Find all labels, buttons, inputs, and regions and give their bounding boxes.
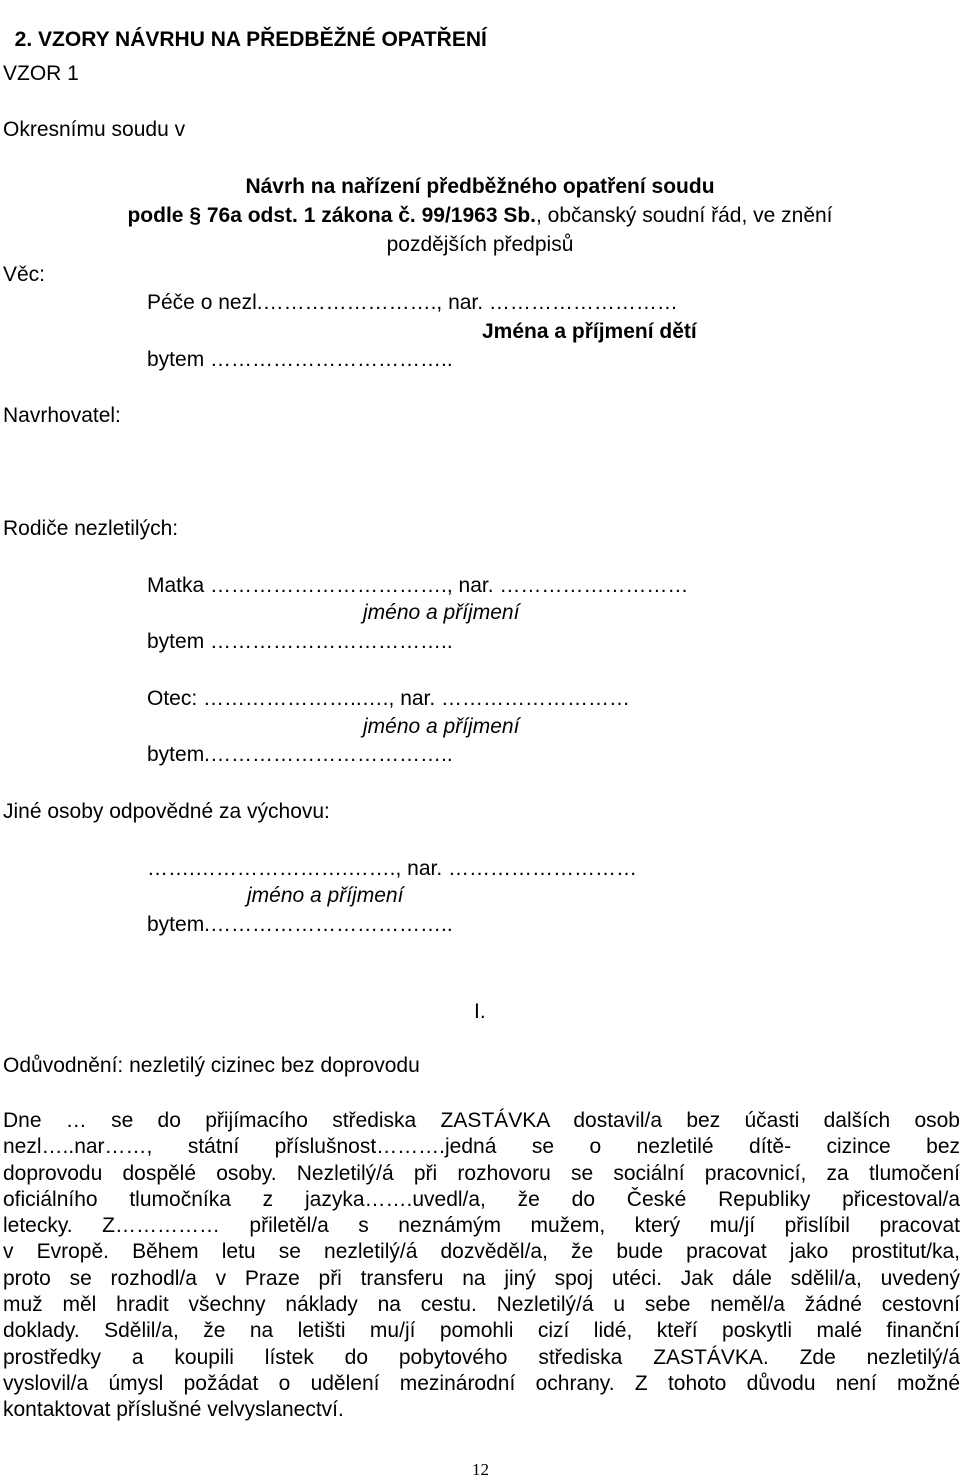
reasoning-line: prostředky a koupili lístek do pobytového střediska ZASTÁVKA. Zde nezletilý/á xyxy=(3,1345,960,1369)
vec-label: Věc: xyxy=(3,263,46,286)
mother-name-caption: jméno a příjmení xyxy=(363,601,520,624)
reasoning-paragraph xyxy=(3,1108,960,1424)
children-residence-line: bytem …………………………….. xyxy=(147,348,453,371)
father-residence-line: bytem.…………………………….. xyxy=(147,743,453,766)
reasoning-title: Odůvodnění: nezletilý cizinec bez doprovodu xyxy=(3,1054,420,1077)
section-number: I. xyxy=(474,1000,486,1023)
motion-title-line-1: Návrh na nařízení předběžného opatření soudu xyxy=(245,175,715,198)
motion-title-line-2 xyxy=(0,204,960,228)
motion-title-line-3: pozdějších předpisů xyxy=(386,233,574,256)
reasoning-line: kontaktovat příslušné velvyslanectví. xyxy=(3,1398,344,1422)
parents-label: Rodiče nezletilých: xyxy=(3,517,179,540)
care-of-minors-line: Péče o nezl.……………………., nar. ……………………… xyxy=(147,291,678,314)
reasoning-line: vyslovil/a úmysl požádat o udělení mezinárodní ochrany. Z tohoto důvodu není možné xyxy=(3,1371,960,1395)
reasoning-line: nezl…..nar……, státní příslušnost……….jedná se o nezletilé dítě- cizince bez xyxy=(3,1135,960,1159)
heading-text: 2. VZORY NÁVRHU NA PŘEDBĚŽNÉ OPATŘENÍ xyxy=(14,28,487,52)
other-guardians-label: Jiné osoby odpovědné za výchovu: xyxy=(3,800,330,823)
motion-title-code-name: , občanský soudní řád, ve znění xyxy=(536,204,833,227)
father-line: Otec: …………………..…., nar. ……………………… xyxy=(147,687,631,710)
sample-label: VZOR 1 xyxy=(3,62,79,85)
reasoning-line: oficiálního tlumočníka z jazyka…….uvedl/a, že do České Republiky přicestoval/a xyxy=(3,1187,960,1211)
reasoning-line: proto se rozhodl/a v Praze při transferu na jiný spoj utéci. Jak dále sdělil/a, uvedený xyxy=(3,1266,960,1290)
motion-title-legal-basis: podle § 76a odst. 1 zákona č. 99/1963 Sb. xyxy=(127,204,536,227)
mother-line: Matka ……………………………., nar. ……………………… xyxy=(147,574,689,597)
other-guardian-name-caption: jméno a příjmení xyxy=(247,884,404,907)
reasoning-line: doklady. Sdělil/a, že na letišti mu/jí pomohli cizí lidé, kteří poskytli malé finanční xyxy=(3,1319,960,1343)
reasoning-line: v Evropě. Během letu se nezletilý/á dozvěděl/a, že bude pracovat jako prostitut/ka, xyxy=(3,1240,960,1264)
mother-residence-line: bytem …………………………….. xyxy=(147,630,453,653)
navrhovatel-label: Navrhovatel: xyxy=(3,404,121,427)
father-name-caption: jméno a příjmení xyxy=(363,715,520,738)
other-guardian-residence-line: bytem.…………………………….. xyxy=(147,913,453,936)
reasoning-line: letecky. Z…………… přiletěl/a s neznámým mužem, který mu/jí přislíbil pracovat xyxy=(3,1214,960,1238)
children-names-caption: Jména a příjmení dětí xyxy=(482,320,697,343)
court-address: Okresnímu soudu v xyxy=(3,118,186,141)
reasoning-line: muž měl hradit všechny náklady na cestu. Nezletilý/á u sebe neměl/a žádné cestovní xyxy=(3,1293,960,1317)
reasoning-line: Dne … se do přijímacího střediska ZASTÁVKA dostavil/a bez účasti dalších osob xyxy=(3,1109,960,1132)
page-number: 12 xyxy=(472,1460,489,1479)
other-guardian-line: …….………………….……., nar. ……………………… xyxy=(147,857,638,880)
reasoning-line: doprovodu dospělé osoby. Nezletilý/á při rozhovoru se sociální pracovnicí, za tlumočení xyxy=(3,1161,960,1185)
document-heading xyxy=(3,4,487,52)
